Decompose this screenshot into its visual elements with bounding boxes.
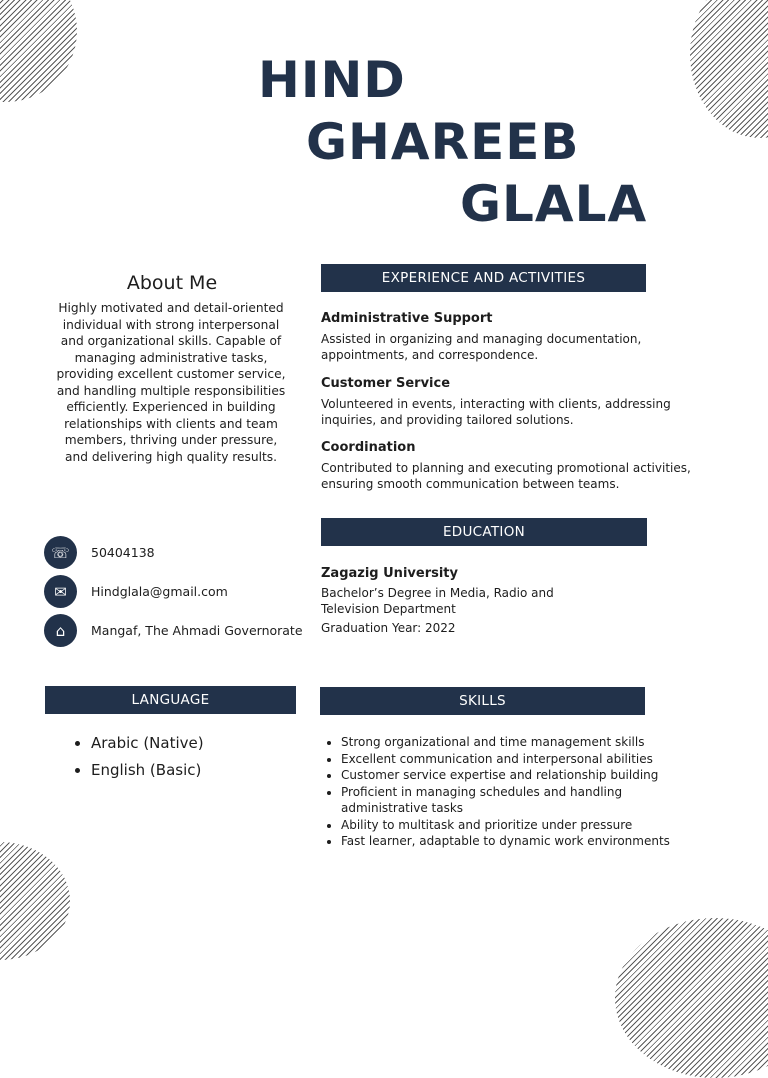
language-header: LANGUAGE xyxy=(45,686,296,714)
about-text: Highly motivated and detail-oriented individual with strong interpersonal and organizational skills. Capable of managing administrative tasks, providing excellent customer service, and handling multiple responsibilities efficiently. Experienced in building relationships with clients and team members, thriving under pressure, and delivering high quality results. xyxy=(56,301,286,464)
experience-header: EXPERIENCE AND ACTIVITIES xyxy=(321,264,646,292)
experience-heading: Coordination xyxy=(321,440,416,455)
contact-address-text: Mangaf, The Ahmadi Governorate xyxy=(91,623,303,638)
contact-email-text: Hindglala@gmail.com xyxy=(91,584,228,599)
experience-desc: Contributed to planning and executing promotional activities, ensuring smooth communication between teams. xyxy=(321,461,691,491)
decorative-circle-bottom-left xyxy=(0,842,70,960)
experience-item xyxy=(321,376,701,428)
contact-phone xyxy=(44,536,155,569)
education-header: EDUCATION xyxy=(321,518,647,546)
experience-item xyxy=(321,440,701,492)
language-item: • Arabic (Native) xyxy=(91,730,204,757)
education-degree: Bachelor’s Degree in Media, Radio and Television Department xyxy=(321,586,554,616)
contact-address xyxy=(44,614,303,647)
name-last: GLALA xyxy=(460,175,648,233)
skill-item: • Customer service expertise and relationship building xyxy=(341,767,701,784)
decorative-circle-bottom-right xyxy=(615,918,768,1078)
skill-item: • Excellent communication and interpersonal abilities xyxy=(341,751,701,768)
skill-item: • Ability to multitask and prioritize under pressure xyxy=(341,817,701,834)
language-list xyxy=(73,730,204,784)
experience-heading: Administrative Support xyxy=(321,311,493,326)
decorative-circle-top-left xyxy=(0,0,77,102)
language-item: • English (Basic) xyxy=(91,757,204,784)
name-first: HIND xyxy=(258,51,406,109)
phone-icon: ☏ xyxy=(44,536,77,569)
education-school: Zagazig University xyxy=(321,566,458,581)
name-middle: GHAREEB xyxy=(306,113,580,171)
skills-header: SKILLS xyxy=(320,687,645,715)
contact-email xyxy=(44,575,228,608)
education-block xyxy=(321,566,581,635)
home-icon: ⌂ xyxy=(44,614,77,647)
experience-item xyxy=(321,311,701,363)
skill-item: • Proficient in managing schedules and handling administrative tasks xyxy=(341,784,701,817)
about-title: About Me xyxy=(126,272,218,294)
experience-desc: Assisted in organizing and managing documentation, appointments, and correspondence. xyxy=(321,332,642,362)
skill-item: • Fast learner, adaptable to dynamic work environments xyxy=(341,833,701,850)
decorative-circle-top-right xyxy=(690,0,768,138)
mail-icon: ✉ xyxy=(44,575,77,608)
experience-desc: Volunteered in events, interacting with clients, addressing inquiries, and providing tailored solutions. xyxy=(321,397,671,427)
education-graduation: Graduation Year: 2022 xyxy=(321,621,456,635)
contact-phone-text: 50404138 xyxy=(91,545,155,560)
skills-list xyxy=(323,734,701,850)
experience-heading: Customer Service xyxy=(321,376,451,391)
skill-item: • Strong organizational and time management skills xyxy=(341,734,701,751)
